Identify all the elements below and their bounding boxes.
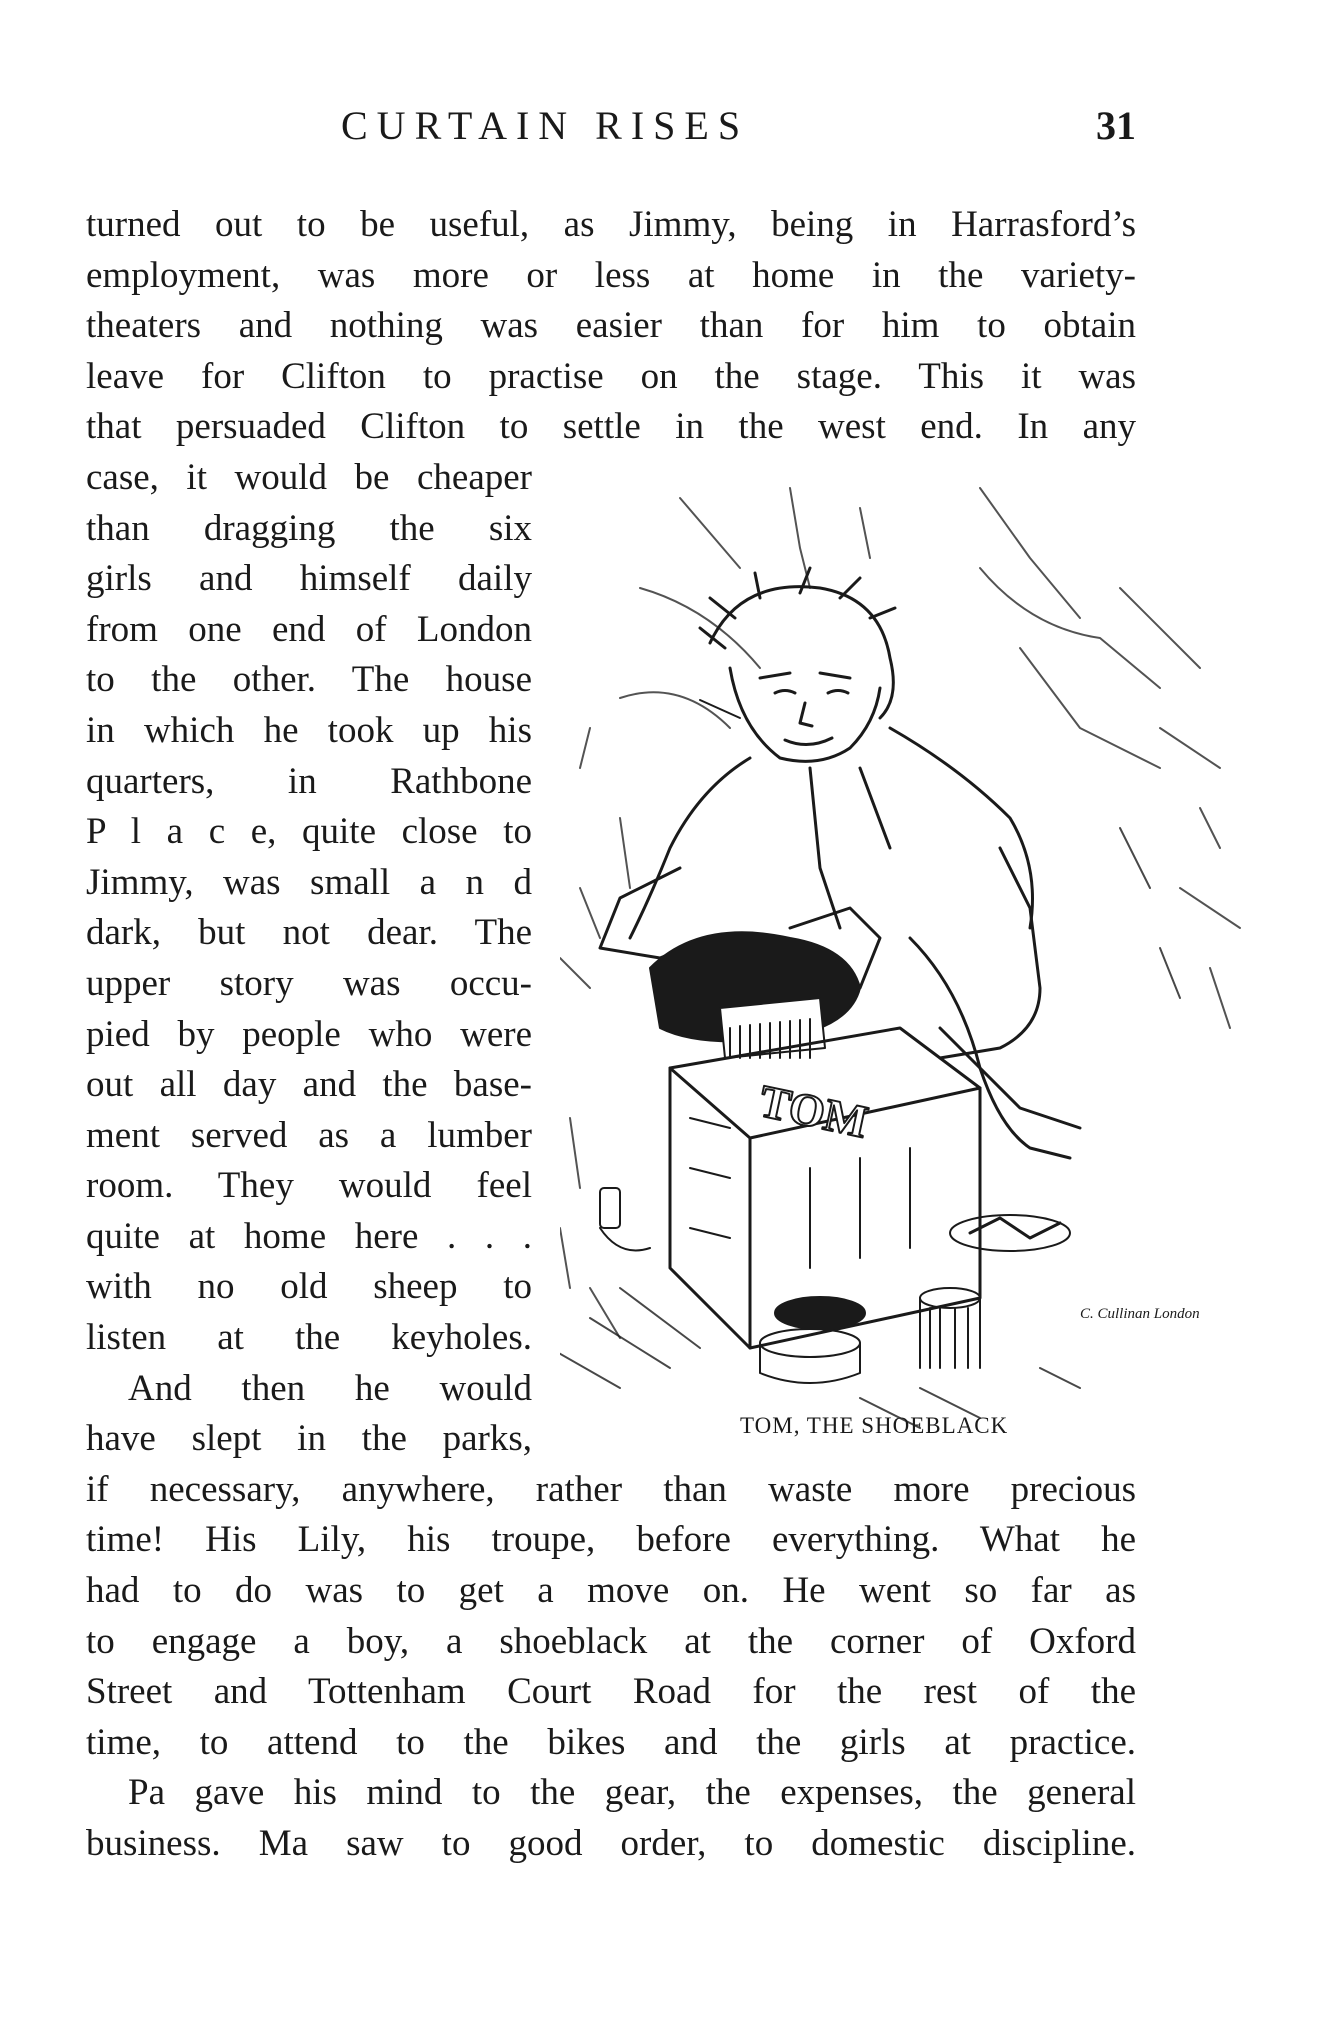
ground-hatching	[560, 828, 1180, 1428]
text-line: employment, was more or less at home in the variety-	[86, 254, 1136, 296]
text-line: that persuaded Clifton to settle in the west end. In any	[86, 406, 1136, 448]
text-line: to engage a boy, a shoeblack at the corner of Oxford	[86, 1620, 1136, 1662]
text-line: ment served as a lumber	[86, 1114, 532, 1156]
page-number: 31	[1096, 103, 1136, 148]
text-line: upper story was occu-	[86, 962, 532, 1004]
running-head: CURTAIN RISES	[341, 103, 750, 148]
text-line: leave for Clifton to practise on the stage. This it was	[86, 355, 1136, 397]
text-line: listen at the keyholes.	[86, 1317, 532, 1359]
text-line: from one end of London	[86, 608, 532, 650]
text-line: business. Ma saw to good order, to domestic discipline.	[86, 1823, 1136, 1864]
boy-head	[700, 568, 895, 761]
artist-signature: C. Cullinan London	[1080, 1306, 1200, 1322]
text-line: out all day and the base-	[86, 1064, 532, 1106]
text-line: in which he took up his	[86, 709, 532, 751]
text-line: dark, but not dear. The	[86, 912, 532, 954]
text-line: have slept in the parks,	[86, 1418, 532, 1460]
text-line: quite at home here . . .	[86, 1215, 532, 1257]
text-line: theaters and nothing was easier than for him to obtain	[86, 305, 1136, 347]
text-line: time, to attend to the bikes and the girls at practice.	[86, 1721, 1136, 1763]
text-line: with no old sheep to	[86, 1266, 532, 1308]
text-line: Pa gave his mind to the gear, the expenses, the general	[128, 1772, 1136, 1814]
text-line: time! His Lily, his troupe, before everything. What he	[86, 1519, 1136, 1561]
text-line: pied by people who were	[86, 1013, 532, 1055]
text-line: Jimmy, was small a n d	[86, 861, 532, 903]
text-line: And then he would	[128, 1367, 532, 1409]
text-line: turned out to be useful, as Jimmy, being in Harrasford’s	[86, 204, 1136, 245]
text-line: case, it would be cheaper	[86, 456, 532, 498]
text-line: to the other. The house	[86, 659, 532, 701]
figure-caption: TOM, THE SHOEBLACK	[740, 1413, 1009, 1438]
text-line: Street and Tottenham Court Road for the rest of the	[86, 1671, 1136, 1713]
background-sketch	[560, 488, 1240, 1338]
page-header	[86, 102, 1136, 162]
text-line: P l a c e, quite close to	[86, 811, 532, 853]
text-line: than dragging the six	[86, 507, 532, 549]
text-line: quarters, in Rathbone	[86, 760, 532, 802]
text-line: girls and himself daily	[86, 558, 532, 600]
shoeblack-illustration	[560, 468, 1270, 1438]
text-line: if necessary, anywhere, rather than waste more precious	[86, 1468, 1136, 1510]
text-line: had to do was to get a move on. He went so far as	[86, 1570, 1136, 1612]
text-line: room. They would feel	[86, 1165, 532, 1207]
box-lettering: TOM	[755, 1074, 873, 1148]
